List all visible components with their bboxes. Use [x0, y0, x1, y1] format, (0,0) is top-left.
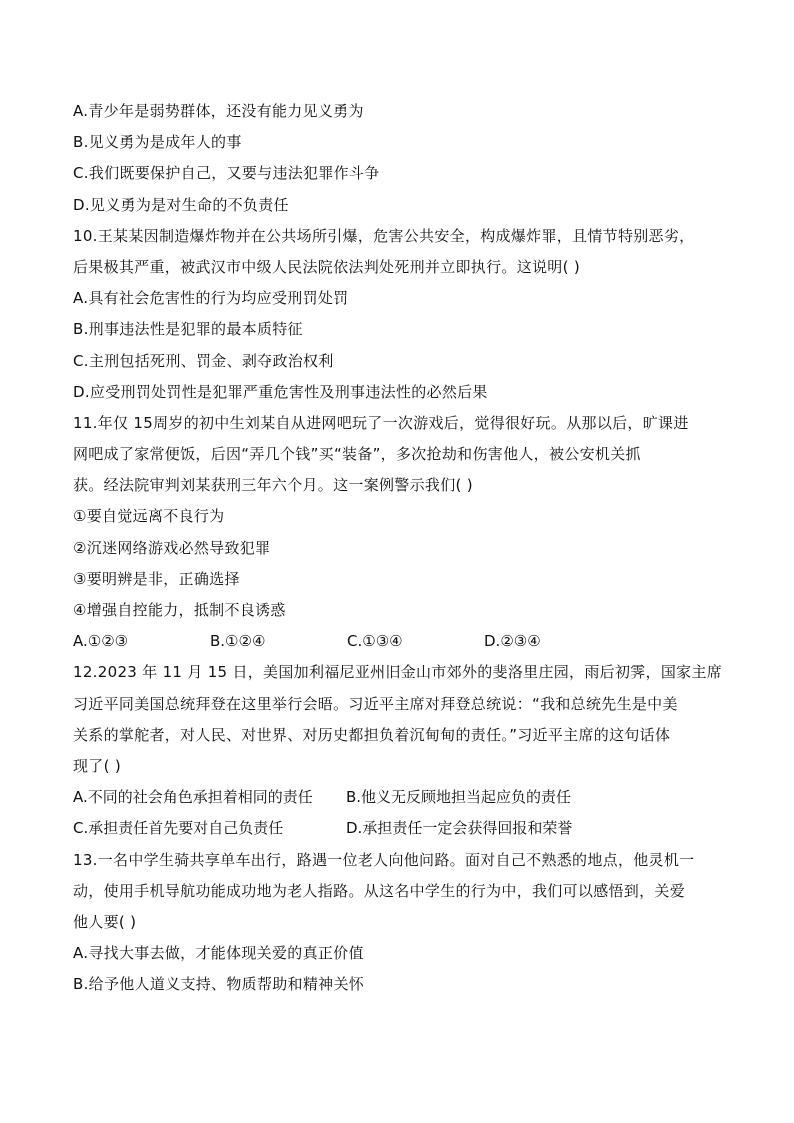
q11-stem-line-2: 网吧成了家常便饭，后因“弄几个钱”买“装备”，多次抢劫和伤害他人，被公安机关抓: [73, 445, 641, 464]
q11-options-row: [73, 626, 723, 657]
q11-item-3: ③要明辨是非，正确选择: [73, 569, 240, 588]
question-content: [73, 96, 723, 1000]
q12-stem-line-1: 12.2023 年 11 月 15 日，美国加利福尼亚州旧金山市郊外的斐洛里庄园，雨后初霁，国家主席: [73, 663, 723, 682]
q11-option-c: C.①③④: [347, 632, 403, 651]
q11-item-2: ②沉迷网络游戏必然导致犯罪: [73, 538, 271, 557]
q13-stem-line-2: 动，使用手机导航功能成功地为老人指路。从这名中学生的行为中，我们可以感悟到，关爱: [73, 881, 686, 900]
q11-item-1: ①要自觉远离不良行为: [73, 507, 225, 526]
q11-stem-line-3: 获。经法院审判刘某获刑三年六个月。这一案例警示我们( ): [73, 476, 473, 495]
q12-stem-line-2: 习近平同美国总统拜登在这里举行会晤。习近平主席对拜登总统说：“我和总统先生是中美: [73, 694, 678, 713]
q9-option-a: A.青少年是弱势群体，还没有能力见义勇为: [73, 102, 364, 120]
q11-option-d: D.②③④: [484, 632, 541, 651]
q9-option-c: C.我们既要保护自己，又要与违法犯罪作斗争: [73, 164, 380, 183]
q13-stem-line-1: 13.一名中学生骑共享单车出行，路遇一位老人向他问路。面对自己不熟悉的地点，他灵机一: [73, 850, 695, 869]
q13-stem-line-3: 他人要( ): [73, 912, 137, 931]
q11-stem-line-1: 11.年仅 15周岁的初中生刘某自从进网吧玩了一次游戏后，觉得很好玩。从那以后，旷课进: [73, 413, 689, 432]
q12-option-b: B.他义无反顾地担当起应负的责任: [346, 788, 572, 807]
q10-option-d: D.应受刑罚处罚性是犯罪严重危害性及刑事违法性的必然后果: [73, 382, 488, 401]
q12-option-d: D.承担责任一定会获得回报和荣誉: [346, 819, 573, 838]
q11-option-a: A.①②③: [73, 632, 129, 651]
q12-option-a: A.不同的社会角色承担着相同的责任: [73, 788, 313, 807]
q10-option-a: A.具有社会危害性的行为均应受刑罚处罚: [73, 289, 349, 308]
q10-option-c: C.主刑包括死刑、罚金、剥夺政治权利: [73, 351, 334, 370]
q10-stem-line-2: 后果极其严重，被武汉市中级人民法院依法判处死刑并立即执行。这说明( ): [73, 257, 580, 276]
q9-option-b: B.见义勇为是成年人的事: [73, 133, 242, 152]
q12-stem-line-4: 现了( ): [73, 756, 121, 775]
q13-option-b: B.给予他人道义支持、物质帮助和精神关怀: [73, 975, 365, 994]
q13-option-a: A.寻找大事去做，才能体现关爱的真正价值: [73, 944, 364, 963]
q12-stem-line-3: 关系的掌舵者，对人民、对世界、对历史都担负着沉甸甸的责任。”习近平主席的这句话体: [73, 725, 671, 744]
q10-stem-line-1: 10.王某某因制造爆炸物并在公共场所引爆，危害公共安全，构成爆炸罪，且情节特别恶劣，: [73, 226, 695, 245]
q11-option-b: B.①②④: [210, 632, 266, 651]
q11-item-4: ④增强自控能力，抵制不良诱惑: [73, 601, 286, 619]
q12-options-row-2: [73, 813, 723, 844]
q12-option-c: C.承担责任首先要对自己负责任: [73, 819, 284, 838]
q12-options-row-1: [73, 782, 723, 813]
q10-option-b: B.刑事违法性是犯罪的最本质特征: [73, 320, 303, 339]
q9-option-d: D.见义勇为是对生命的不负责任: [73, 195, 289, 214]
